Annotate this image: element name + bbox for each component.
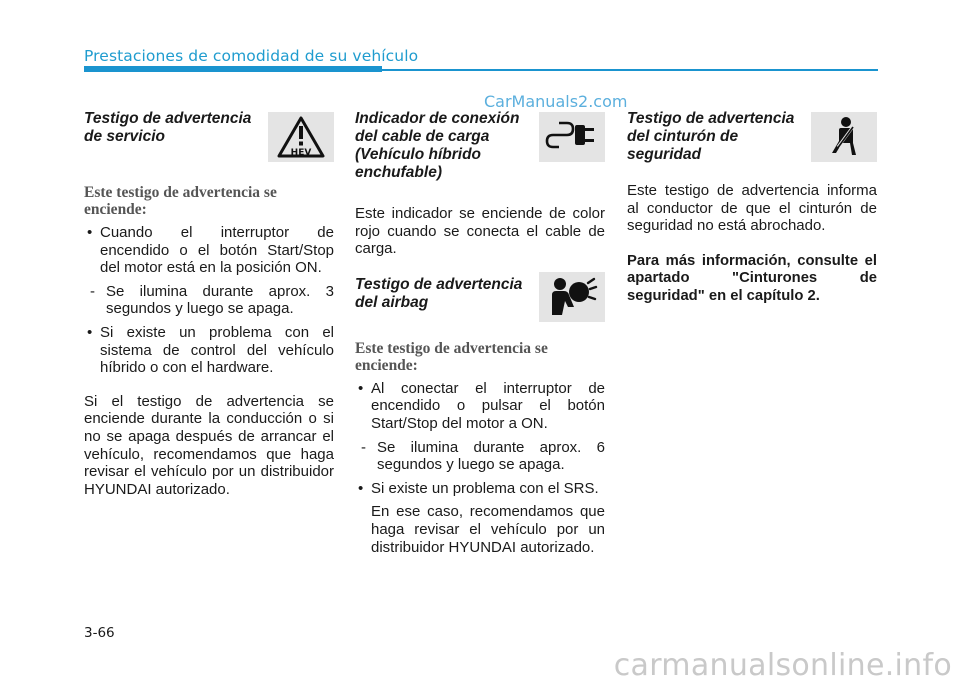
note-line: Para más información, consulte el	[627, 252, 877, 269]
para-line: vehículo, recomendamos que haga	[84, 445, 334, 463]
heading-line: Testigo de advertencia	[627, 110, 795, 127]
bullet-line: • Si existe un problema con el SRS.	[371, 479, 599, 497]
indent-line: haga revisar el vehículo por un	[371, 520, 605, 538]
indent-line: En ese caso, recomendamos que	[371, 503, 605, 521]
hev-warning-icon	[268, 112, 334, 162]
section-header-title: Prestaciones de comodidad de su vehículo	[84, 47, 419, 65]
subheading-lights-up	[84, 184, 334, 218]
bullet-item	[84, 324, 334, 377]
heading-line: del cable de carga	[355, 128, 490, 145]
subheading-line: Este testigo de advertencia se	[84, 184, 277, 201]
para-line: seguridad no está abrochado.	[627, 217, 826, 235]
para-line: HYUNDAI autorizado.	[84, 480, 230, 498]
hev-icon-label: HEV	[290, 148, 312, 158]
heading-row-airbag	[355, 272, 605, 330]
header-rule-thin	[382, 69, 878, 71]
charging-cable-plug-icon	[539, 112, 605, 162]
dash-line: Se ilumina durante aprox. 6	[377, 438, 605, 456]
paragraph-charge	[355, 205, 605, 258]
heading-line: del airbag	[355, 293, 429, 311]
subheading-line: enciende:	[355, 356, 418, 374]
watermark-carmanuals2: CarManuals2.com	[484, 92, 628, 111]
header-rule-thick	[84, 66, 382, 72]
subheading-lights-up	[355, 340, 605, 374]
bullet-line: Start/Stop del motor a ON.	[371, 414, 548, 432]
heading-line: enchufable)	[355, 164, 442, 181]
bullet-item	[355, 480, 605, 498]
para-line: revisar el vehículo por un distribuidor	[84, 463, 334, 481]
dash-marker: -	[361, 438, 366, 456]
dash-line: segundos y luego se apaga.	[377, 456, 565, 474]
heading-row-seatbelt	[627, 110, 877, 172]
seat-belt-icon	[811, 112, 877, 162]
column-seat-belt	[627, 110, 877, 305]
dash-item	[84, 283, 334, 318]
heading-line: (Vehículo híbrido	[355, 146, 482, 163]
more-info-note	[627, 253, 877, 306]
bullet-line: sistema de control del vehículo	[100, 341, 334, 359]
bullet-line: • Al conectar el interruptor de	[371, 379, 605, 397]
page-number: 3-66	[84, 625, 115, 641]
bullet-item	[355, 380, 605, 433]
note-line: apartado "Cinturones de	[627, 270, 877, 287]
paragraph-service	[84, 393, 334, 499]
bullet-line: del motor está en la posición ON.	[100, 259, 322, 277]
subheading-line: enciende:	[84, 201, 147, 218]
heading-line: Indicador de conexión	[355, 110, 520, 127]
para-line: enciende durante la conducción o si	[84, 410, 334, 428]
heading-line: de servicio	[84, 128, 165, 145]
indented-paragraph	[355, 503, 605, 556]
note-line: seguridad" en el capítulo 2.	[627, 287, 820, 304]
heading-line: Testigo de advertencia	[355, 275, 523, 293]
heading-row-service	[84, 110, 334, 168]
airbag-icon	[539, 272, 605, 322]
para-line: Este testigo de advertencia informa	[627, 182, 877, 199]
heading-row-charge	[355, 110, 605, 194]
column-charge-airbag	[355, 110, 605, 556]
para-line: rojo cuando se conecta el cable de	[355, 222, 605, 240]
paragraph-seat-belt	[627, 182, 877, 235]
para-line: Si el testigo de advertencia se	[84, 392, 334, 410]
para-line: Este indicador se enciende de color	[355, 205, 605, 222]
column-service-warning	[84, 110, 334, 498]
bullet-line: híbrido o con el hardware.	[100, 359, 274, 377]
watermark-carmanualsonline: carmanualsonline.info	[613, 648, 952, 683]
bullet-line: encendido o el botón Start/Stop	[100, 241, 334, 259]
subheading-line: Este testigo de advertencia se	[355, 339, 548, 357]
heading-line: Testigo de advertencia	[84, 110, 252, 127]
heading-line: seguridad	[627, 146, 702, 163]
para-line: no se apaga después de arrancar el	[84, 427, 334, 445]
heading-line: del cinturón de	[627, 128, 739, 145]
indent-line: distribuidor HYUNDAI autorizado.	[371, 538, 595, 556]
bullet-line: encendido o pulsar el botón	[371, 397, 605, 415]
dash-line: segundos y luego se apaga.	[106, 300, 294, 318]
bullet-line: • Cuando el interruptor de	[100, 224, 334, 241]
para-line: al conductor de que el cinturón de	[627, 199, 877, 217]
dash-marker: -	[90, 282, 95, 300]
dash-line: Se ilumina durante aprox. 3	[106, 282, 334, 300]
bullet-line: • Si existe un problema con el	[100, 323, 334, 341]
para-line: carga.	[355, 240, 397, 258]
bullet-item	[84, 224, 334, 277]
dash-item	[355, 439, 605, 474]
